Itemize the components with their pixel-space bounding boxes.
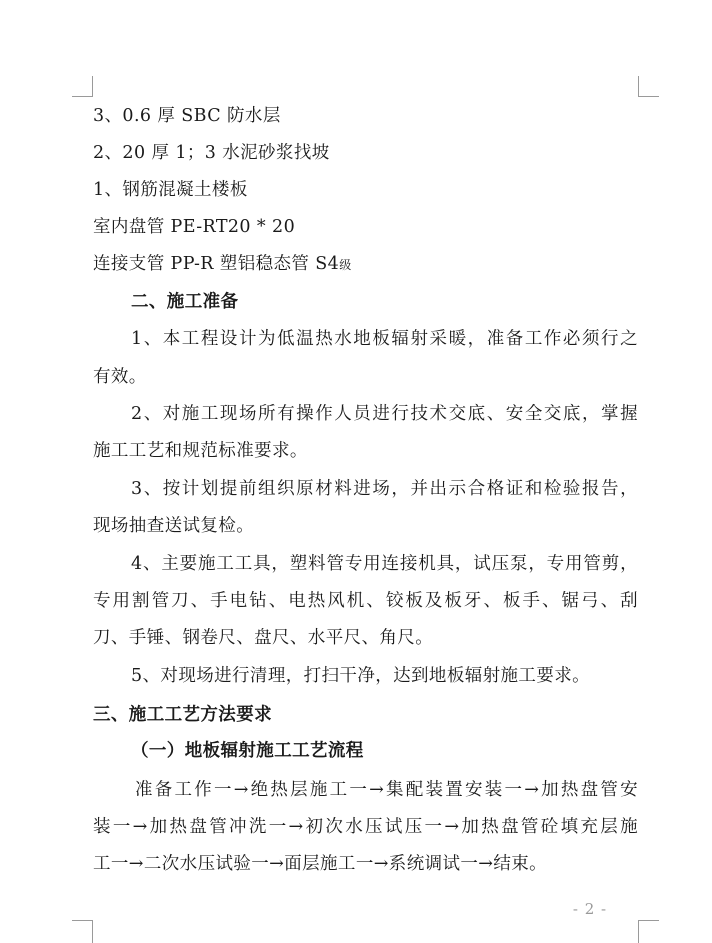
section-heading-3: 三、施工工艺方法要求 xyxy=(93,705,272,725)
layer-line-1: 1、钢筋混凝土楼板 xyxy=(93,180,248,200)
layer-line-2: 2、20 厚 1；3 水泥砂浆找坡 xyxy=(93,143,330,163)
layer-line-3: 3、0.6 厚 SBC 防水层 xyxy=(93,106,281,126)
paragraph-3-line-1: 3、按计划提前组织原材料进场，并出示合格证和检验报告， xyxy=(131,479,638,499)
paragraph-2-line-1: 2、对施工现场所有操作人员进行技术交底、安全交底，掌握 xyxy=(131,404,638,424)
process-flow-line-1: 准备工作一→绝热层施工一→集配装置安装一→加热盘管安 xyxy=(135,780,638,800)
subsection-heading-1: （一）地板辐射施工工艺流程 xyxy=(131,741,364,761)
paragraph-4-line-2: 专用割管刀、手电钻、电热风机、铰板及板牙、板手、锯弓、刮 xyxy=(93,591,638,611)
paragraph-3-line-2: 现场抽查送试复检。 xyxy=(93,516,255,536)
paragraph-1-line-1: 1、本工程设计为低温热水地板辐射采暖，准备工作必须行之 xyxy=(131,329,638,349)
process-flow-line-2: 装一→加热盘管冲洗一→初次水压试压一→加热盘管砼填充层施 xyxy=(93,817,638,837)
crop-mark-bottom-right xyxy=(638,920,659,943)
page-number: - 2 - xyxy=(572,900,608,918)
crop-mark-top-left xyxy=(72,76,93,97)
branch-pipe-grade: 级 xyxy=(339,258,352,272)
paragraph-1-line-2: 有效。 xyxy=(93,367,147,387)
crop-mark-top-right xyxy=(638,76,659,97)
paragraph-4-line-3: 刀、手锤、钢卷尺、盘尺、水平尺、角尺。 xyxy=(93,628,434,648)
branch-pipe-text: 连接支管 PP-R 塑铝稳态管 S4 xyxy=(93,254,340,274)
crop-mark-bottom-left xyxy=(72,920,93,943)
indoor-coil-pipe-line: 室内盘管 PE-RT20 * 20 xyxy=(93,217,296,237)
paragraph-2-line-2: 施工工艺和规范标准要求。 xyxy=(93,441,308,461)
process-flow-line-3: 工一→二次水压试验一→面层施工一→系统调试一→结束。 xyxy=(93,854,548,874)
section-heading-2: 二、施工准备 xyxy=(131,292,239,312)
branch-pipe-line xyxy=(93,253,638,276)
paragraph-4-line-1: 4、主要施工工具，塑料管专用连接机具，试压泵，专用管剪， xyxy=(131,554,638,574)
paragraph-5: 5、对现场进行清理，打扫干净，达到地板辐射施工要求。 xyxy=(131,666,591,686)
